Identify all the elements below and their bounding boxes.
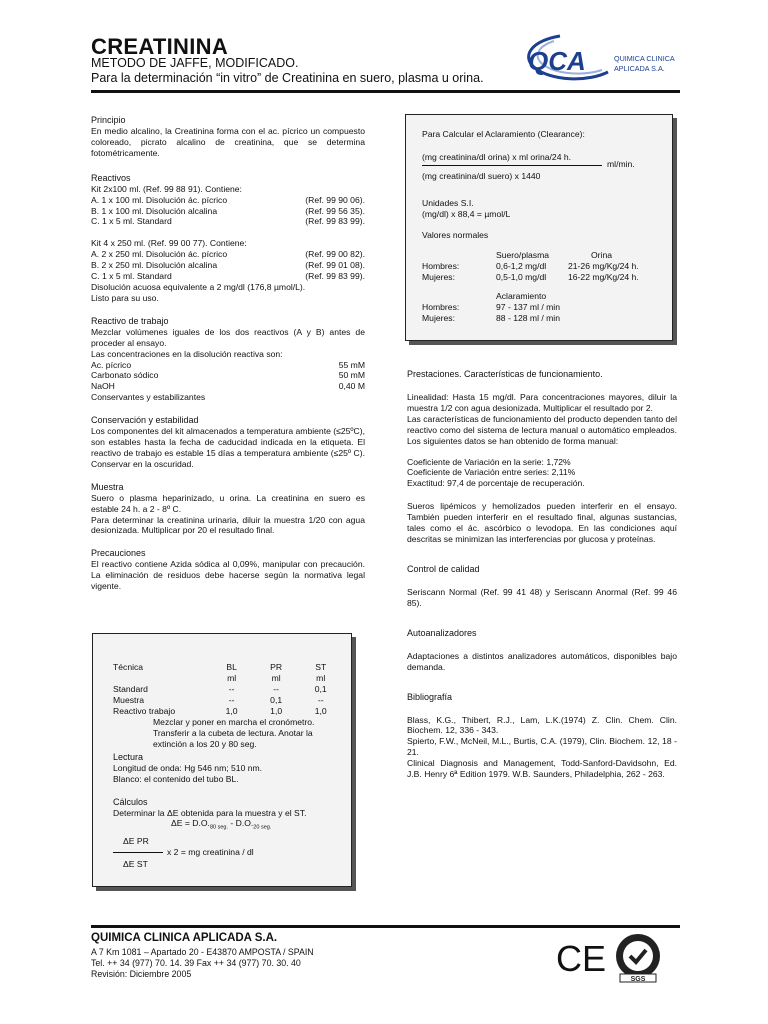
formula-numerator: (mg creatinina/dl orina) x ml orina/24 h.	[422, 151, 572, 162]
cell-value: --	[228, 684, 235, 694]
bibliografia-item: Clinical Diagnosis and Management, Todd-Sanford-Davidsohn, Ed. J.B. Henry 6ª Edition 1979. W.B. Saunders, Philadelphia, 262 - 263.	[407, 758, 677, 780]
calculos-heading: Cálculos	[113, 796, 148, 807]
table-row	[113, 684, 343, 695]
formula-bar	[422, 165, 602, 166]
principio-heading: Principio	[91, 115, 126, 125]
acl-row	[422, 313, 662, 324]
clearance-title: Para Calcular el Aclaramiento (Clearance):	[422, 129, 585, 139]
concentration-value: 55 mM	[338, 359, 365, 370]
lectura-heading: Lectura	[113, 751, 144, 762]
cell-value: 1,0	[225, 706, 238, 716]
conservacion-text: Los componentes del kit almacenados a temperatura ambiente (≤25ºC), son estables hasta la fecha de caducidad indicada en la etiqueta. El reactivo de trabajo es estable 15 días a temperatura ambiente (≤25º C). Conservar en la oscuridad.	[91, 426, 365, 469]
fraction-bar	[113, 852, 163, 853]
interferencias-text: Sueros lipémicos y hemolizados pueden interferir en el ensayo. También pueden interferir en el resultado final, algunas sustancias, tales como el ác. ascórbico o levodopa. En las condiciones aquí descritas se minimizan las interferencias por glucosa y proteínas.	[407, 501, 677, 544]
reactivo-trabajo-text: Mezclar volúmenes iguales de los dos reactivos (A y B) antes de proceder al ensayo.	[91, 326, 365, 348]
concentration-note: Conservantes y estabilizantes	[91, 392, 206, 403]
cert-text: SGS	[630, 976, 646, 983]
fraction-denominator: ΔE ST	[123, 859, 148, 870]
kit2-item: C. 1 x 5 ml. Standard	[91, 271, 172, 282]
control-calidad-text: Seriscann Normal (Ref. 99 41 48) y Seriscann Anormal (Ref. 99 46 85).	[407, 586, 677, 608]
cell-value: 16-22 mg/Kg/24 h.	[568, 271, 639, 282]
cell-value: 1,0	[314, 706, 327, 716]
row-label: Mujeres:	[422, 312, 455, 323]
concentration-value: 0,40 M	[338, 381, 365, 392]
row-label: Hombres:	[422, 260, 460, 271]
cell-value: 1,0	[270, 706, 283, 716]
row-label: Mujeres:	[422, 271, 455, 282]
clearance-formula	[422, 152, 662, 186]
clearance-box	[405, 114, 673, 341]
autoanalizadores-text: Adaptaciones a distintos analizadores automáticos, disponibles bajo demanda.	[407, 650, 677, 672]
certification-seal-icon	[612, 932, 664, 984]
aclaramiento-heading: Aclaramiento	[496, 290, 547, 301]
reactivos-heading: Reactivos	[91, 172, 131, 183]
footer-revision: Revisión: Diciembre 2005	[91, 969, 192, 979]
ce-mark-icon	[556, 938, 607, 979]
precauciones-text: El reactivo contiene Azida sódica al 0,09%, manipular con precaución. La eliminación de residuos debe hacerse según la normativa legal vigente.	[91, 559, 365, 592]
reactivo-trabajo-heading: Reactivo de trabajo	[91, 315, 169, 326]
kit2-heading: Kit 4 x 250 ml. (Ref. 99 00 77). Contiene:	[91, 238, 247, 249]
kit1-row	[91, 195, 365, 206]
calculos-fraction	[113, 836, 343, 880]
column-header: Suero/plasma	[496, 249, 550, 260]
column-header: BL	[226, 662, 237, 672]
cv-entre-series: Coeficiente de Variación entre series: 2,11%	[407, 467, 576, 478]
bibliografia-item: Spierto, F.W., McNeil, M.L., Burtis, C.A. (1979), Clin. Biochem. 12, 18 - 21.	[407, 736, 677, 758]
autoanalizadores-heading: Autoanalizadores	[407, 627, 477, 638]
bibliografia-heading: Bibliografía	[407, 691, 453, 702]
kit1-item: B. 1 x 100 ml. Disolución alcalina	[91, 205, 218, 216]
column-unit: ml	[227, 673, 237, 683]
tecnica-instruction: extinción a los 20 y 80 seg.	[153, 738, 257, 749]
cv-serie: Coeficiente de Variación en la serie: 1,72%	[407, 456, 571, 467]
column-header: ST	[315, 662, 327, 672]
row-label: Muestra	[113, 695, 145, 705]
kit2-item: B. 2 x 250 ml. Disolución alcalina	[91, 260, 218, 271]
equation-subscript: 20 seg.	[253, 825, 272, 832]
calculos-text: Determinar la ΔE obtenida para la muestra y el ST.	[113, 807, 307, 818]
equation-part: ΔE = D.O.	[171, 818, 210, 829]
prestaciones-heading: Prestaciones. Características de funcionamiento.	[407, 369, 603, 379]
kit1-row	[91, 216, 365, 227]
fraction-result: x 2 = mg creatinina / dl	[167, 847, 254, 858]
usage-subtitle: Para la determinación “in vitro” de Creatinina en suero, plasma u orina.	[91, 71, 484, 85]
fraction-numerator: ΔE PR	[123, 836, 149, 847]
bibliografia-item: Blass, K.G., Thibert, R.J., Lam, L.K.(1974) Z. Clin. Chem. Clin. Biochem. 12, 336 - 343.	[407, 714, 677, 736]
footer-rule	[91, 925, 680, 928]
kit2-row	[91, 260, 365, 271]
lectura-text: Blanco: el contenido del tubo BL.	[113, 773, 239, 784]
muestra-heading: Muestra	[91, 481, 124, 492]
concentration-name: Carbonato sódico	[91, 370, 159, 381]
column-unit: ml	[271, 673, 281, 683]
muestra-text-2: Para determinar la creatinina urinaria, diluir la muestra 1/20 con agua desionizada. Multiplicar por 20 el resultado final.	[91, 514, 365, 536]
cell-value: 88 - 128 ml / min	[496, 312, 560, 323]
control-calidad-heading: Control de calidad	[407, 563, 480, 574]
muestra-text: Suero o plasma heparinizado, u orina. La creatinina en suero es estable 24 h. a 2 - 8º C.	[91, 492, 365, 514]
tecnica-instruction: Mezclar y poner en marcha el cronómetro.	[153, 717, 315, 727]
header-rule	[91, 90, 680, 93]
method-subtitle: METODO DE JAFFE, MODIFICADO.	[91, 56, 299, 70]
si-text: (mg/dl) x 88,4 = µmol/L	[422, 208, 511, 219]
principio-text: En medio alcalino, la Creatinina forma con el ac. pícrico un compuesto coloreado, picrato alcalino de creatinina, que se determina fotométricamente.	[91, 126, 365, 158]
kit2-note: Listo para su uso.	[91, 292, 159, 303]
table-row	[113, 695, 343, 706]
tecnica-table	[113, 662, 343, 717]
formula-denominator: (mg creatinina/dl suero) x 1440	[422, 170, 541, 181]
prestaciones-text: Las características de funcionamiento del producto dependen tanto del reactivo como del sistema de lectura manual o automático empleados. Los siguientes datos se han obtenido de forma manual:	[407, 413, 677, 446]
valores-normales-heading: Valores normales	[422, 229, 489, 240]
kit2-note: Disolución acuosa equivalente a 2 mg/dl (176,8 µmol/L).	[91, 281, 306, 292]
conservacion-heading: Conservación y estabilidad	[91, 415, 199, 426]
exactitud: Exactitud: 97,4 de porcentaje de recuperación.	[407, 478, 585, 489]
vn-column-headers	[422, 250, 662, 261]
kit1-ref: (Ref. 99 83 99).	[305, 216, 365, 227]
kit2-ref: (Ref. 99 00 82).	[305, 249, 365, 260]
cell-value: 0,5-1,0 mg/dl	[496, 271, 547, 282]
concentration-row	[91, 381, 365, 392]
logo-wordmark	[614, 54, 675, 73]
cell-value: 0,1	[314, 684, 327, 694]
concentraciones-intro: Las concentraciones en la disolución reactiva son:	[91, 348, 283, 359]
logo-mark: QCA	[528, 46, 586, 76]
acl-row	[422, 302, 662, 313]
tecnica-heading: Técnica	[113, 662, 144, 672]
footer-phone: Tel. ++ 34 (977) 70. 14. 39 Fax ++ 34 (977) 70. 30. 40	[91, 958, 301, 968]
si-heading: Unidades S.I.	[422, 197, 474, 208]
calculos-equation	[113, 818, 343, 834]
kit2-ref: (Ref. 99 01 08).	[305, 260, 365, 271]
left-column	[91, 115, 365, 592]
row-label: Standard	[113, 684, 148, 694]
kit1-heading: Kit 2x100 ml. (Ref. 99 88 91). Contiene:	[91, 183, 242, 194]
logo-line-2: APLICADA S.A.	[614, 63, 665, 73]
kit2-ref: (Ref. 99 83 99).	[305, 271, 365, 282]
concentration-value: 50 mM	[338, 370, 365, 381]
column-header: Orina	[591, 249, 613, 260]
cell-value: 0,1	[270, 695, 283, 705]
lectura-text: Longitud de onda: Hg 546 nm; 510 nm.	[113, 762, 263, 773]
right-column	[407, 369, 677, 780]
vn-row	[422, 261, 662, 272]
kit2-row	[91, 249, 365, 260]
cell-value: 97 - 137 ml / min	[496, 301, 560, 312]
kit1-item: A. 1 x 100 ml. Disolución ác. pícrico	[91, 194, 228, 205]
cell-value: 21-26 mg/Kg/24 h.	[568, 260, 639, 271]
kit1-item: C. 1 x 5 ml. Standard	[91, 216, 172, 227]
column-header: PR	[270, 662, 283, 672]
qca-logo	[508, 32, 612, 84]
concentration-row	[91, 360, 365, 371]
kit1-row	[91, 206, 365, 217]
row-label: Reactivo trabajo	[113, 706, 176, 716]
kit2-row	[91, 271, 365, 282]
concentration-name: Ac. pícrico	[91, 359, 132, 370]
cell-value: --	[273, 684, 280, 694]
concentration-name: NaOH	[91, 381, 115, 392]
precauciones-heading: Precauciones	[91, 548, 146, 559]
document-title: CREATININA	[91, 34, 229, 59]
concentration-row	[91, 370, 365, 381]
cell-value: --	[228, 695, 235, 705]
ce-mark-text: CE	[556, 938, 607, 979]
column-unit: ml	[316, 673, 326, 683]
qca-logo-icon	[508, 32, 612, 84]
cell-value: --	[317, 695, 324, 705]
cell-value: 0,6-1,2 mg/dl	[496, 260, 547, 271]
tecnica-instruction: Transferir a la cubeta de lectura. Anotar la	[153, 727, 313, 738]
table-row	[113, 706, 343, 717]
kit2-item: A. 2 x 250 ml. Disolución ác. pícrico	[91, 249, 228, 260]
row-label: Hombres:	[422, 301, 460, 312]
kit1-ref: (Ref. 99 90 06).	[305, 194, 365, 205]
vn-row	[422, 272, 662, 283]
kit1-ref: (Ref. 99 56 35).	[305, 205, 365, 216]
linealidad-text: Linealidad: Hasta 15 mg/dl. Para concentraciones mayores, diluir la muestra 1/2 con agua desionizada. Multiplicar el resultado por 2.	[407, 392, 677, 413]
formula-unit: ml/min.	[607, 158, 635, 169]
logo-line-1: QUIMICA CLINICA	[614, 54, 675, 63]
tecnica-box	[92, 633, 352, 887]
equation-subscript: 80 seg.	[209, 825, 228, 832]
footer-address: A 7 Km 1081 – Apartado 20 - E43870 AMPOSTA / SPAIN	[91, 947, 314, 957]
equation-part: - D.O.	[227, 818, 254, 829]
footer-company: QUIMICA CLINICA APLICADA S.A.	[91, 932, 278, 944]
